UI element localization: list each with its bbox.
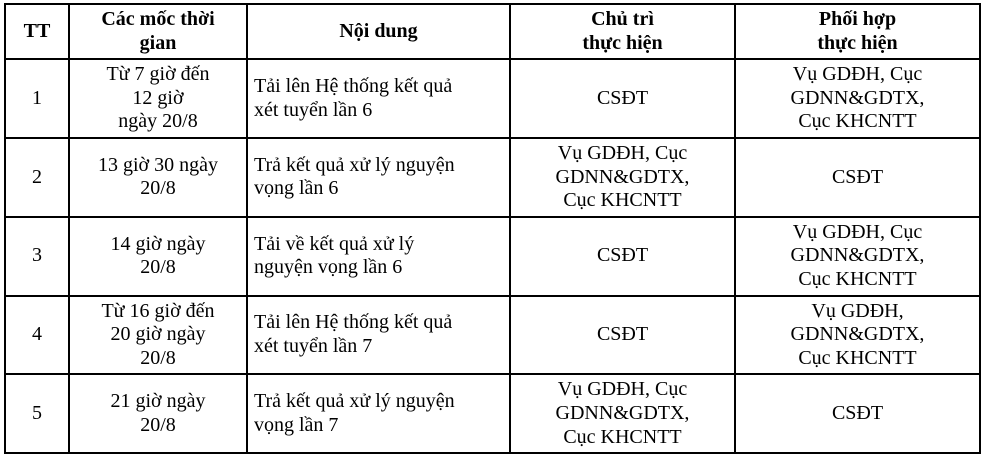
column-header-line: TT: [23, 19, 51, 42]
cell-timeline-line: 13 giờ 30 ngày: [97, 153, 218, 176]
cell-timeline-line: 20/8: [140, 346, 176, 369]
cell-cooperation: [735, 374, 980, 453]
cell-cooperation-line: GDNN&GDTX,: [790, 323, 925, 346]
cell-tt: 4: [5, 296, 69, 375]
cell-content: [247, 59, 510, 138]
table-header-row: [5, 4, 980, 59]
column-header-line: Phối hợp: [818, 8, 897, 30]
cell-content-line: nguyện vọng lần 6: [254, 256, 403, 279]
column-header-content: [247, 4, 510, 59]
cell-timeline-line: Từ 7 giờ đến: [106, 63, 210, 86]
cell-timeline-line: 20 giờ ngày: [110, 323, 206, 346]
cell-host: [510, 217, 735, 296]
column-header-tt: [5, 4, 69, 59]
cell-cooperation-line: CSĐT: [831, 401, 884, 424]
table-row: [5, 217, 980, 296]
column-header-host: [510, 4, 735, 59]
cell-host-line: Vụ GDĐH, Cục: [557, 378, 688, 401]
column-header-line: gian: [139, 31, 177, 54]
cell-timeline-line: 20/8: [140, 256, 176, 279]
cell-cooperation: [735, 59, 980, 138]
cell-cooperation-line: GDNN&GDTX,: [790, 86, 925, 109]
table-row: [5, 138, 980, 217]
cell-host: [510, 138, 735, 217]
cell-host-line: Cục KHCNTT: [563, 189, 682, 212]
cell-timeline: [69, 217, 247, 296]
cell-cooperation-line: Cục KHCNTT: [798, 110, 917, 133]
cell-host-line: CSĐT: [596, 86, 649, 109]
cell-timeline-line: 20/8: [140, 177, 176, 200]
cell-cooperation: [735, 217, 980, 296]
cell-timeline-line: ngày 20/8: [118, 110, 198, 133]
cell-timeline-line: 20/8: [140, 413, 176, 436]
cell-tt: 3: [5, 217, 69, 296]
cell-cooperation-line: Vụ GDĐH, Cục: [792, 220, 923, 243]
cell-content-line: Trả kết quả xử lý nguyện: [254, 153, 455, 176]
cell-host-line: Vụ GDĐH, Cục: [557, 141, 688, 164]
cell-host-line: GDNN&GDTX,: [555, 401, 690, 424]
cell-cooperation-line: Cục KHCNTT: [798, 267, 917, 290]
cell-content: [247, 138, 510, 217]
cell-content-line: Trả kết quả xử lý nguyện: [254, 390, 455, 413]
cell-content: [247, 296, 510, 375]
column-header-line: thực hiện: [582, 31, 663, 54]
cell-content-line: Tải lên Hệ thống kết quả: [254, 311, 453, 334]
cell-timeline: [69, 374, 247, 453]
column-header-line: Nội dung: [339, 19, 418, 42]
cell-timeline-line: 21 giờ ngày: [110, 390, 206, 413]
cell-tt: 1: [5, 59, 69, 138]
table-header: [5, 4, 980, 59]
column-header-line: thực hiện: [817, 31, 898, 54]
cell-host: [510, 374, 735, 453]
cell-timeline-line: 14 giờ ngày: [110, 232, 206, 255]
cell-tt: 5: [5, 374, 69, 453]
cell-cooperation-line: Cục KHCNTT: [798, 346, 917, 369]
cell-content-line: Tải về kết quả xử lý: [254, 232, 415, 255]
table-row: [5, 374, 980, 453]
cell-host-line: GDNN&GDTX,: [555, 165, 690, 188]
cell-cooperation-line: CSĐT: [831, 165, 884, 188]
cell-host: [510, 296, 735, 375]
cell-cooperation: [735, 138, 980, 217]
cell-timeline: [69, 59, 247, 138]
cell-cooperation-line: GDNN&GDTX,: [790, 244, 925, 267]
cell-timeline: [69, 296, 247, 375]
table-row: [5, 59, 980, 138]
cell-host: [510, 59, 735, 138]
column-header-cooperation: [735, 4, 980, 59]
cell-content-line: xét tuyển lần 7: [254, 334, 373, 357]
cell-host-line: CSĐT: [596, 244, 649, 267]
column-header-timeline: [69, 4, 247, 59]
cell-timeline-line: 12 giờ: [132, 86, 184, 109]
admission-schedule-table: [4, 3, 981, 454]
table-row: [5, 296, 980, 375]
cell-content: [247, 217, 510, 296]
column-header-line: Các mốc thời: [101, 8, 215, 30]
cell-timeline-line: Từ 16 giờ đến: [101, 299, 215, 322]
cell-content-line: xét tuyển lần 6: [254, 98, 373, 121]
cell-host-line: CSĐT: [596, 323, 649, 346]
cell-cooperation-line: Vụ GDĐH, Cục: [792, 63, 923, 86]
cell-content-line: vọng lần 6: [254, 177, 339, 200]
cell-content-line: Tải lên Hệ thống kết quả: [254, 74, 453, 97]
cell-content-line: vọng lần 7: [254, 413, 339, 436]
cell-cooperation-line: Vụ GDĐH,: [811, 299, 904, 322]
cell-cooperation: [735, 296, 980, 375]
cell-content: [247, 374, 510, 453]
table-body: [5, 59, 980, 453]
column-header-line: Chủ trì: [591, 8, 654, 30]
cell-tt: 2: [5, 138, 69, 217]
cell-host-line: Cục KHCNTT: [563, 425, 682, 448]
cell-timeline: [69, 138, 247, 217]
